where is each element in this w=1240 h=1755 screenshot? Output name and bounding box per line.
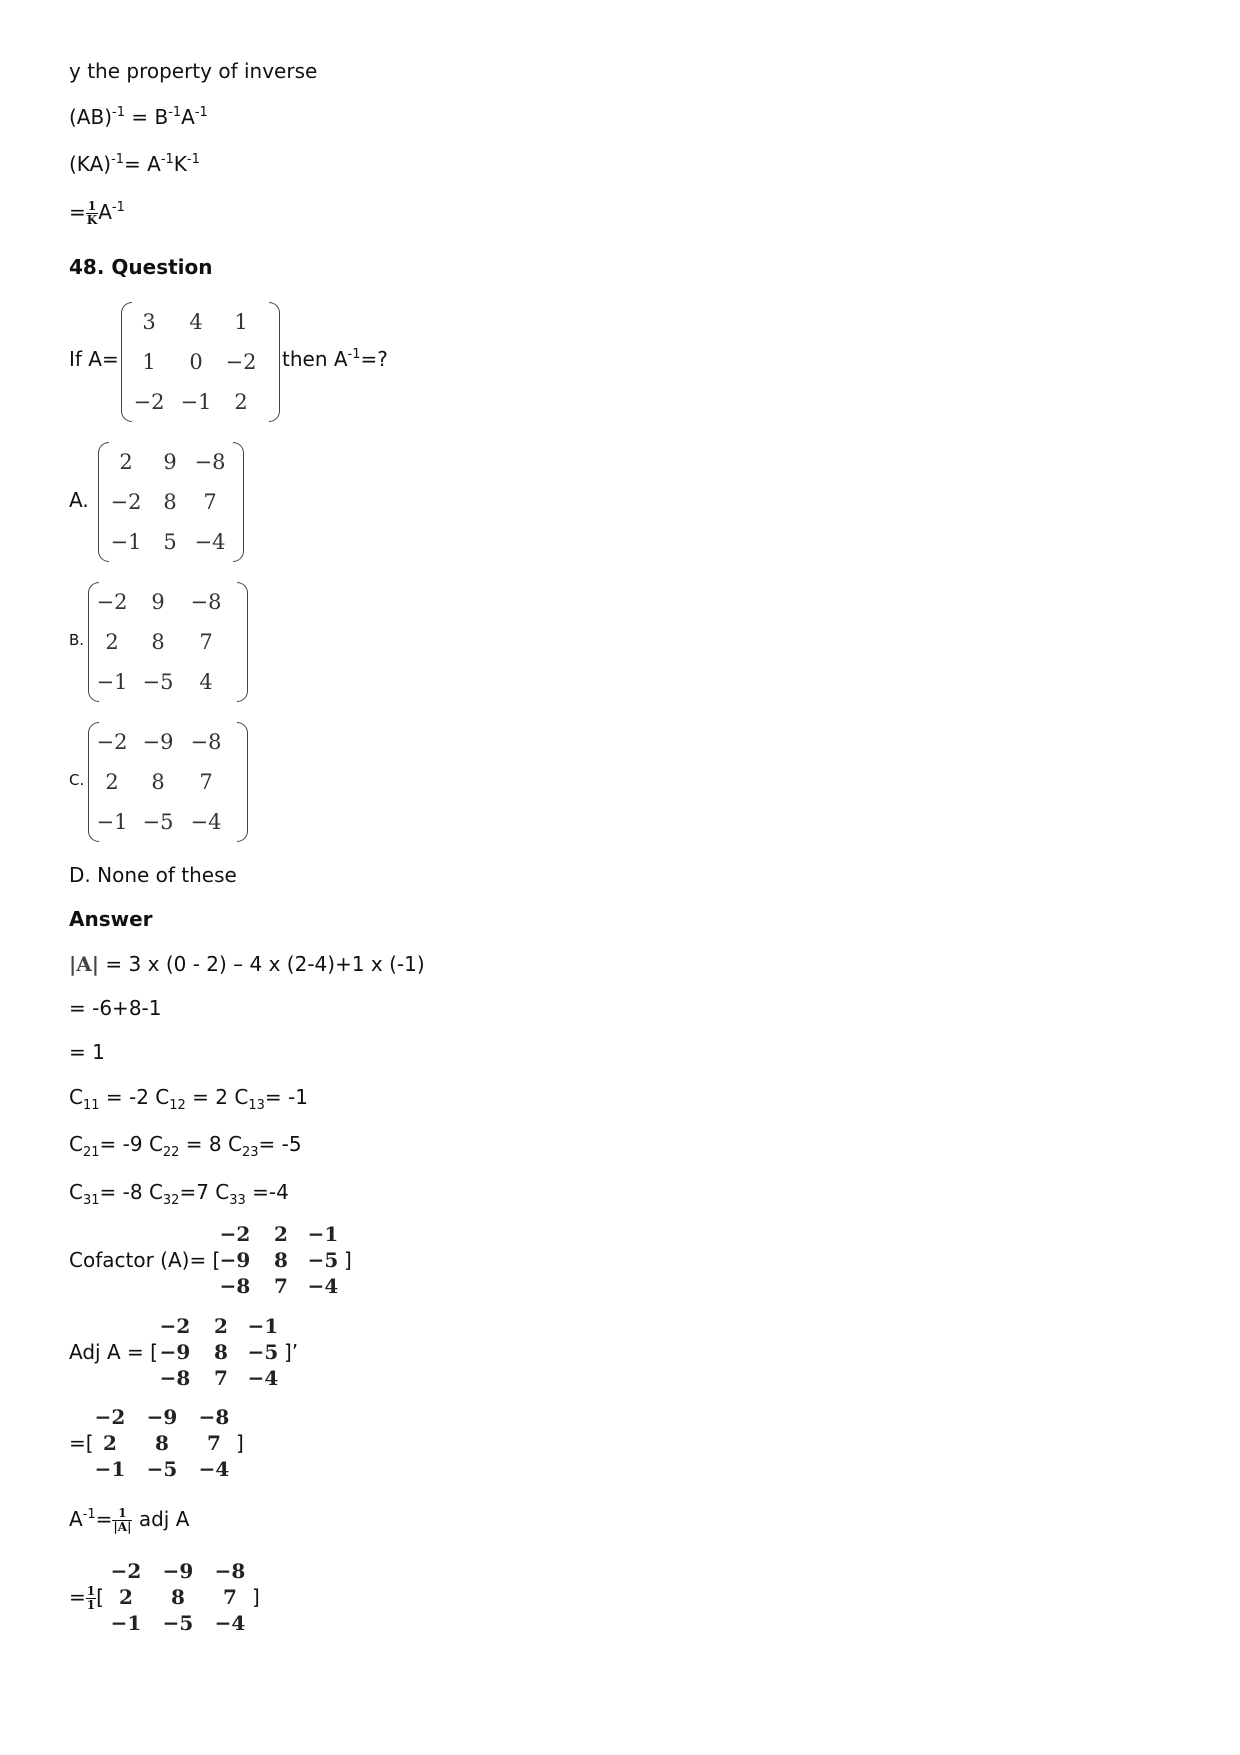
matrix-cell: −2 [94,1405,126,1429]
matrix-cell: 3 [142,310,156,334]
cofactor-c: C [69,1180,83,1204]
cofactor-value: = 2 [185,1085,235,1109]
subscript: 31 [82,1193,100,1208]
matrix-cell: −5 [307,1248,339,1272]
expr-a: A [69,1507,83,1531]
right-paren [269,302,280,422]
matrix-cell: 4 [189,310,203,334]
matrix-cell: −5 [142,670,174,694]
expr-a: = A [124,152,161,176]
equals: = [95,1507,113,1531]
matrix-cell: 8 [171,1585,185,1609]
answer-heading: Answer [69,907,153,931]
matrix-cell: −2 [110,1559,142,1583]
expr-ab: (AB) [69,105,113,129]
matrix-cell: 5 [163,530,177,554]
intro-line-2 [69,104,208,130]
matrix-cell: −1 [96,670,128,694]
step-2: = 1 [69,1040,105,1064]
matrix-cell: −2 [219,1222,251,1246]
matrix-cell: −2 [96,590,128,614]
matrix-cell: 2 [119,450,133,474]
determinant-symbol: |A| [69,952,100,976]
exponent: -1 [112,105,125,120]
matrix-cell: −9 [142,730,174,754]
determinant-expression: = 3 x (0 - 2) – 4 x (2-4)+1 x (-1) [99,952,425,976]
option-b-matrix [88,582,248,702]
matrix-cell: 4 [199,670,213,694]
fraction-numerator: 1 [86,200,98,214]
transpose-matrix [92,1404,234,1482]
cofactor-c: C [155,1085,170,1109]
right-paren [233,442,244,562]
matrix-cell: −4 [190,810,222,834]
exponent: -1 [111,200,125,215]
equals: = [69,200,86,224]
matrix-cell: 9 [151,590,165,614]
matrix-cell: −8 [214,1559,246,1583]
matrix-cell: −5 [247,1340,279,1364]
matrix-cell: −1 [110,1611,142,1635]
matrix-cell: −8 [198,1405,230,1429]
cofactor-row-3 [69,1179,289,1208]
matrix-cell: −1 [180,390,212,414]
cofactor-value: = 8 [179,1132,229,1156]
cofactor-row-2 [69,1131,302,1160]
step-1: = -6+8-1 [69,996,162,1020]
matrix-cell: −4 [247,1366,279,1390]
adj-label: Adj A = [ [69,1340,158,1364]
fraction-denominator: K [86,213,98,227]
question-prefix: If A= [69,347,119,371]
option-a-label: A. [69,488,89,512]
matrix-cell: −4 [307,1274,339,1298]
matrix-cell: −2 [159,1314,191,1338]
transpose-close-bracket: ] [236,1431,244,1455]
matrix-cell: 7 [223,1585,237,1609]
matrix-cell: −1 [247,1314,279,1338]
matrix-cell: 1 [234,310,248,334]
matrix-cell: −1 [94,1457,126,1481]
subscript: 13 [248,1098,265,1113]
matrix-cell: 2 [103,1431,117,1455]
matrix-cell: 8 [155,1431,169,1455]
fraction-denominator: 1 [86,1598,96,1612]
cofactor-matrix [217,1221,342,1299]
matrix-cell: 7 [214,1366,228,1390]
fraction-numerator: 1 [86,1584,96,1598]
adj-a-text: adj A [132,1507,190,1531]
question-heading: 48. Question [69,255,213,279]
cofactor-value: = -9 [99,1132,149,1156]
option-c-label: C. [69,771,85,789]
right-paren [237,722,248,842]
matrix-cell: 2 [214,1314,228,1338]
matrix-cell: 9 [163,450,177,474]
option-b-label: B. [69,631,85,649]
final-prefix [69,1584,104,1612]
determinant-line [69,951,425,977]
exponent: -1 [111,152,125,167]
intro-line-4 [69,199,125,227]
cofactor-row-1 [69,1084,308,1113]
inverse-formula [69,1506,189,1534]
intro-line-3 [69,151,200,177]
question-suffix [282,346,388,372]
cofactor-c: C [69,1085,83,1109]
exponent: -1 [82,1507,96,1522]
adj-close-bracket: ]’ [284,1340,299,1364]
cofactor-c: C [234,1085,249,1109]
option-d-label: D. None of these [69,863,237,887]
fraction-denominator: |A| [113,1520,132,1534]
matrix-cell: 2 [119,1585,133,1609]
exponent: -1 [168,105,182,120]
matrix-cell: 8 [274,1248,288,1272]
matrix-cell: −4 [214,1611,246,1635]
matrix-cell: −5 [146,1457,178,1481]
question-matrix [121,302,280,422]
matrix-cell: −9 [159,1340,191,1364]
transpose-open: =[ [69,1431,94,1455]
final-close-bracket: ] [252,1585,260,1609]
final-matrix [108,1558,250,1636]
exponent: -1 [160,152,174,167]
matrix-cell: 7 [203,490,217,514]
matrix-cell: 8 [151,630,165,654]
subscript: 33 [229,1193,246,1208]
matrix-cell: 7 [199,770,213,794]
matrix-cell: −9 [219,1248,251,1272]
matrix-cell: 0 [189,350,203,374]
exponent: -1 [194,105,208,120]
exponent: -1 [186,152,200,167]
subscript: 22 [162,1145,180,1160]
expr-a: A [98,200,112,224]
expr-ka: (KA) [69,152,112,176]
question-mark-text: =? [360,347,388,371]
intro-line-1 [69,58,317,84]
fraction-numerator: 1 [112,1507,132,1521]
cofactor-c: C [148,1180,163,1204]
expr-a: A [181,105,195,129]
matrix-cell: −9 [162,1559,194,1583]
matrix-cell: −2 [110,490,142,514]
matrix-cell: −5 [142,810,174,834]
subscript: 32 [162,1193,180,1208]
cofactor-c: C [228,1132,242,1156]
matrix-cell: −5 [162,1611,194,1635]
cofactor-value: =7 [179,1180,216,1204]
right-paren [237,582,248,702]
matrix-cell: 7 [199,630,213,654]
matrix-cell: −2 [133,390,165,414]
fraction-one-over-det [112,1507,132,1534]
matrix-cell: 2 [234,390,248,414]
matrix-cell: −2 [96,730,128,754]
matrix-cell: −8 [190,730,222,754]
cofactor-label: Cofactor (A)= [ [69,1248,221,1272]
matrix-cell: −4 [198,1457,230,1481]
adj-matrix [157,1313,282,1391]
matrix-cell: 8 [214,1340,228,1364]
matrix-cell: −2 [225,350,257,374]
cofactor-close-bracket: ] [344,1248,352,1272]
cofactor-c: C [215,1180,230,1204]
expr-k: K [173,152,187,176]
subscript: 11 [82,1098,100,1113]
matrix-cell: −8 [190,590,222,614]
matrix-cell: 7 [274,1274,288,1298]
matrix-cell: −8 [219,1274,251,1298]
matrix-cell: −1 [307,1222,339,1246]
matrix-cell: 2 [105,770,119,794]
matrix-cell: 2 [274,1222,288,1246]
cofactor-value: = -2 [99,1085,156,1109]
fraction-one-over-one [86,1585,96,1612]
matrix-cell: −8 [159,1366,191,1390]
cofactor-value: = -5 [258,1132,302,1156]
cofactor-value: =-4 [245,1180,289,1204]
subscript: 23 [241,1145,259,1160]
intro-text: y the property of inverse [69,59,318,83]
cofactor-c: C [69,1132,83,1156]
matrix-cell: −8 [194,450,226,474]
cofactor-value: = -1 [264,1085,308,1109]
subscript: 12 [169,1098,186,1113]
cofactor-value: = -8 [99,1180,149,1204]
matrix-cell: −4 [194,530,226,554]
matrix-cell: 7 [207,1431,221,1455]
matrix-cell: 2 [105,630,119,654]
exponent: -1 [347,347,361,362]
option-a-matrix [98,442,244,562]
open-bracket: [ [96,1585,104,1609]
subscript: 21 [82,1145,100,1160]
fraction-one-over-k [86,200,98,227]
matrix-cell: 8 [163,490,177,514]
matrix-cell: −9 [146,1405,178,1429]
option-c-matrix [88,722,248,842]
then-text: then A [282,347,348,371]
expr-b: = B [124,105,169,129]
equals: = [69,1585,86,1609]
cofactor-c: C [148,1132,163,1156]
matrix-cell: 8 [151,770,165,794]
matrix-cell: −1 [110,530,142,554]
matrix-cell: 1 [142,350,156,374]
matrix-cell: −1 [96,810,128,834]
